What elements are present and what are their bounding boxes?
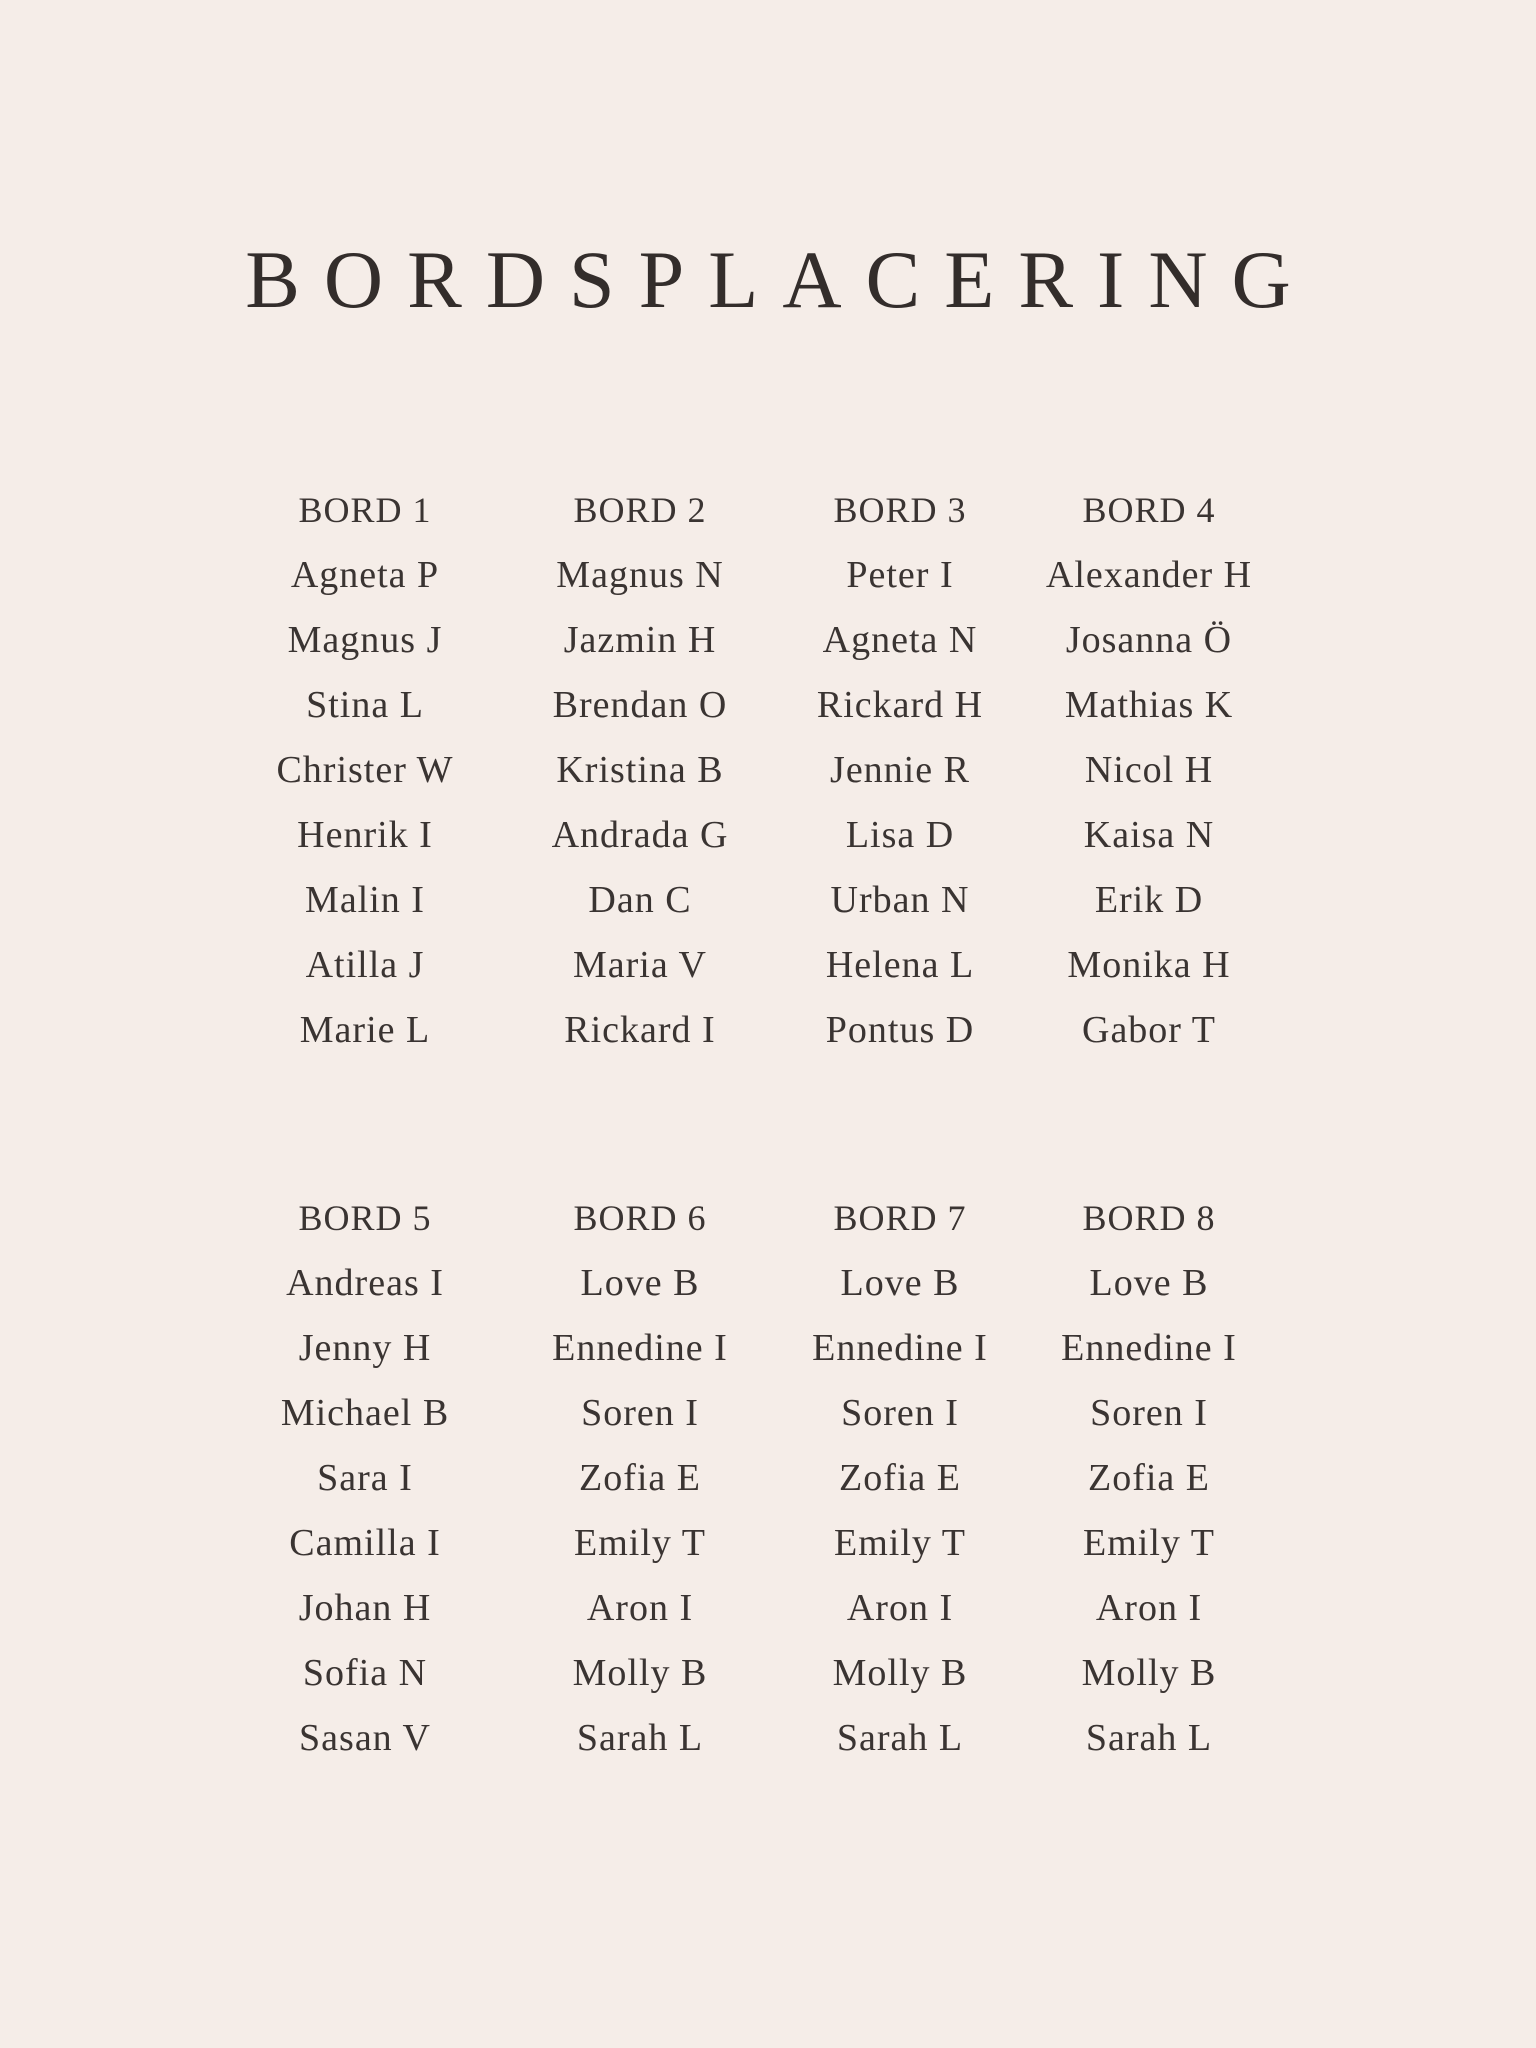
guest-name: Helena L: [825, 944, 975, 986]
guest-name: Jazmin H: [563, 619, 717, 661]
guest-name: Marie L: [299, 1009, 431, 1051]
guest-name: Aron I: [586, 1587, 694, 1629]
guest-name: Josanna Ö: [1065, 619, 1233, 661]
table-block-7: [780, 1186, 1020, 1771]
guest-name: Molly B: [832, 1652, 968, 1694]
guest-name: Magnus N: [556, 554, 724, 596]
guest-name: Atilla J: [305, 944, 425, 986]
guest-name: Maria V: [573, 944, 707, 986]
guest-name: Monika H: [1067, 944, 1231, 986]
table-title: BORD 5: [298, 1198, 432, 1238]
guest-name: Ennedine I: [812, 1327, 988, 1369]
table-title: BORD 1: [298, 490, 432, 530]
guest-name: Love B: [580, 1262, 700, 1304]
guest-name: Gabor T: [1082, 1009, 1216, 1051]
guest-name: Christer W: [276, 749, 454, 791]
guest-name: Sarah L: [836, 1717, 964, 1759]
table-title: BORD 3: [833, 490, 967, 530]
guest-name: Mathias K: [1064, 684, 1234, 726]
guest-name: Love B: [1089, 1262, 1209, 1304]
guest-name: Stina L: [306, 684, 424, 726]
guest-name: Sara I: [317, 1457, 413, 1499]
guest-name: Ennedine I: [1061, 1327, 1237, 1369]
guest-name: Alexander H: [1045, 554, 1253, 596]
guest-name: Malin I: [305, 879, 425, 921]
guest-name: Rickard I: [564, 1009, 716, 1051]
page-title: BORDSPLACERING: [245, 234, 1315, 325]
guest-name: Molly B: [1081, 1652, 1217, 1694]
table-block-8: [1029, 1186, 1269, 1771]
guest-name: Andreas I: [286, 1262, 444, 1304]
guest-name: Michael B: [280, 1392, 450, 1434]
guest-name: Ennedine I: [552, 1327, 728, 1369]
table-title: BORD 6: [573, 1198, 707, 1238]
guest-name: Magnus J: [287, 619, 443, 661]
guest-name: Sarah L: [576, 1717, 704, 1759]
guest-name: Aron I: [846, 1587, 954, 1629]
guest-name: Soren I: [581, 1392, 699, 1434]
guest-name: Molly B: [572, 1652, 708, 1694]
guest-name: Kristina B: [556, 749, 724, 791]
guest-name: Dan C: [588, 879, 692, 921]
guest-name: Soren I: [841, 1392, 959, 1434]
guest-name: Camilla I: [289, 1522, 441, 1564]
guest-name: Nicol H: [1084, 749, 1214, 791]
guest-name: Agneta P: [290, 554, 440, 596]
guest-name: Pontus D: [825, 1009, 975, 1051]
guest-name: Sofia N: [302, 1652, 428, 1694]
guest-name: Love B: [840, 1262, 960, 1304]
guest-name: Jenny H: [298, 1327, 432, 1369]
guest-name: Zofia E: [578, 1457, 701, 1499]
guest-name: Emily T: [834, 1522, 966, 1564]
guest-name: Erik D: [1094, 879, 1204, 921]
guest-name: Emily T: [1083, 1522, 1215, 1564]
table-title: BORD 4: [1082, 490, 1216, 530]
guest-name: Soren I: [1090, 1392, 1208, 1434]
guest-name: Aron I: [1095, 1587, 1203, 1629]
table-block-1: [245, 478, 485, 1063]
table-title: BORD 7: [833, 1198, 967, 1238]
guest-name: Agneta N: [822, 619, 978, 661]
table-block-6: [520, 1186, 760, 1771]
table-title: BORD 2: [573, 490, 707, 530]
guest-name: Andrada G: [551, 814, 729, 856]
guest-name: Sasan V: [299, 1717, 431, 1759]
guest-name: Kaisa N: [1083, 814, 1215, 856]
table-block-2: [520, 478, 760, 1063]
guest-name: Emily T: [574, 1522, 706, 1564]
guest-name: Zofia E: [838, 1457, 961, 1499]
guest-name: Jennie R: [830, 749, 970, 791]
table-title: BORD 8: [1082, 1198, 1216, 1238]
guest-name: Peter I: [846, 554, 954, 596]
guest-name: Rickard H: [816, 684, 984, 726]
guest-name: Johan H: [298, 1587, 432, 1629]
guest-name: Zofia E: [1087, 1457, 1210, 1499]
table-block-5: [245, 1186, 485, 1771]
guest-name: Sarah L: [1085, 1717, 1213, 1759]
guest-name: Brendan O: [552, 684, 728, 726]
guest-name: Henrik I: [297, 814, 433, 856]
table-block-4: [1029, 478, 1269, 1063]
guest-name: Lisa D: [845, 814, 955, 856]
guest-name: Urban N: [830, 879, 970, 921]
table-block-3: [780, 478, 1020, 1063]
